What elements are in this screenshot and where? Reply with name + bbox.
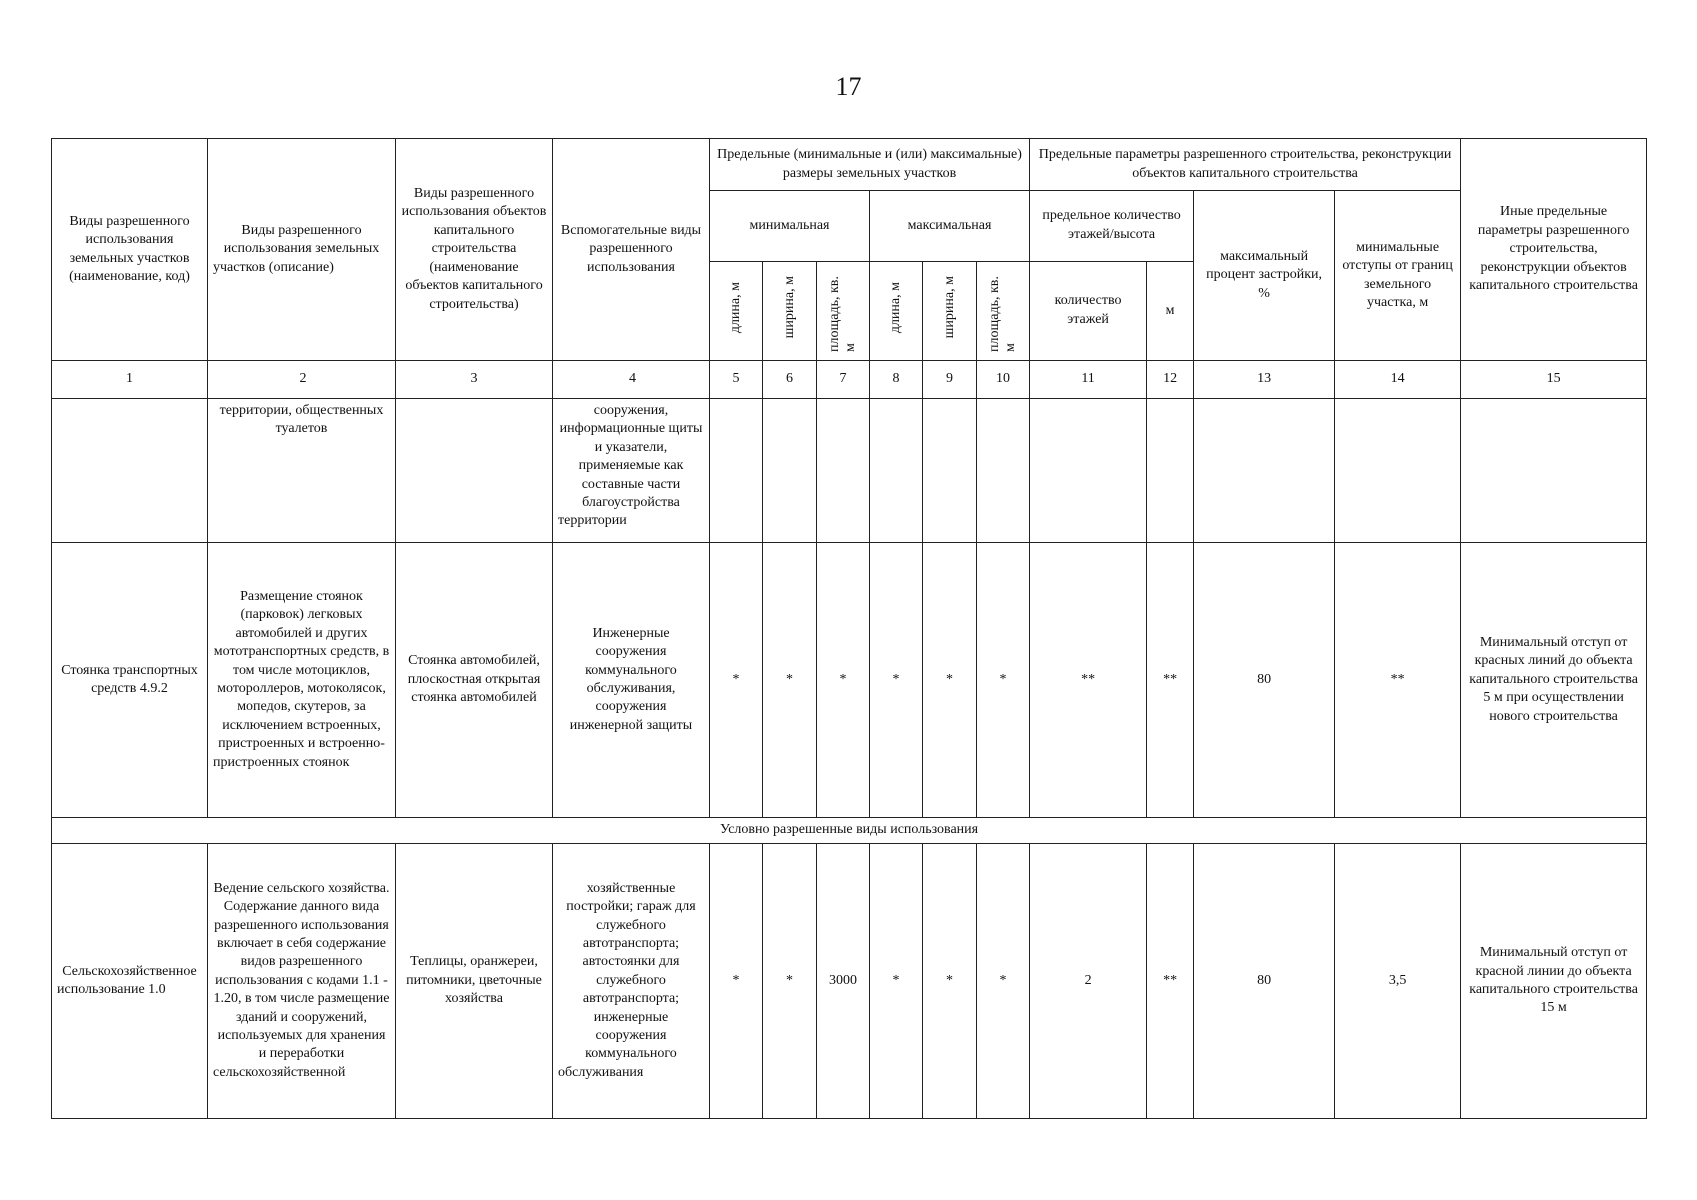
col-number: 6 [763, 361, 817, 399]
header-capital-construction-use: Виды разрешенного использования объектов капитального строительства (наименование объектов капитального строительства) [396, 139, 553, 361]
col-number: 8 [870, 361, 923, 399]
cell-max-width: * [923, 543, 977, 818]
cell-setbacks: ** [1335, 543, 1461, 818]
column-numbers-row [52, 361, 1647, 399]
cell-height: ** [1147, 844, 1194, 1119]
header-min-length: длина, м [710, 261, 763, 360]
cell-empty [763, 399, 817, 543]
header-land-use-description: Виды разрешенного использования земельных участков (описание) [208, 139, 396, 361]
cell-empty [710, 399, 763, 543]
cell-min-width: * [763, 844, 817, 1119]
cell-min-length: * [710, 844, 763, 1119]
cell-max-length: * [870, 543, 923, 818]
cell-empty [396, 399, 553, 543]
cell-max-width: * [923, 844, 977, 1119]
cell-empty [923, 399, 977, 543]
header-height-m: м [1147, 261, 1194, 360]
cell-empty [52, 399, 208, 543]
cell-empty [1030, 399, 1147, 543]
cell-min-length: * [710, 543, 763, 818]
cell-land-use-name: Сельскохозяйственное использование 1.0 [52, 844, 208, 1119]
cell-capital-construction: Стоянка автомобилей, плоскостная открытая стоянка автомобилей [396, 543, 553, 818]
header-max-width: ширина, м [923, 261, 977, 360]
header-floors-height: предельное количество этажей/высота [1030, 191, 1194, 262]
table-row-parking [52, 543, 1647, 818]
cell-empty [1335, 399, 1461, 543]
header-min-width: ширина, м [763, 261, 817, 360]
header-row-1 [52, 139, 1647, 191]
header-land-use-name: Виды разрешенного использования земельных участков (наименование, код) [52, 139, 208, 361]
header-other-limits: Иные предельные параметры разрешенного строительства, реконструкции объектов капитального строительства [1461, 139, 1647, 361]
col-number: 12 [1147, 361, 1194, 399]
header-construction-limits: Предельные параметры разрешенного строительства, реконструкции объектов капитального строительства [1030, 139, 1461, 191]
cell-capital-construction: Теплицы, оранжереи, питомники, цветочные хозяйства [396, 844, 553, 1119]
header-minimum: минимальная [710, 191, 870, 262]
header-min-setbacks: минимальные отступы от границ земельного участка, м [1335, 191, 1461, 361]
header-max-length: длина, м [870, 261, 923, 360]
header-floors-count: количество этажей [1030, 261, 1147, 360]
col-number: 7 [817, 361, 870, 399]
cell-auxiliary-use: хозяйственные постройки; гараж для служебного автотранспорта; автостоянки для служебного автотранспорта; инженерные сооружения коммунального обслуживания [553, 844, 710, 1119]
land-use-table [51, 138, 1647, 1119]
cell-setbacks: 3,5 [1335, 844, 1461, 1119]
cell-empty [1461, 399, 1647, 543]
col-number: 3 [396, 361, 553, 399]
section-title-conditional: Условно разрешенные виды использования [52, 818, 1647, 844]
section-row [52, 818, 1647, 844]
cell-description: Ведение сельского хозяйства. Содержание данного вида разрешенного использования включает в себя содержание видов разрешенного использования с кодами 1.1 - 1.20, в том числе размещение зданий и сооружений, используемых для хранения и переработки сельскохозяйственной [208, 844, 396, 1119]
table-row-agricultural [52, 844, 1647, 1119]
cell-min-area: 3000 [817, 844, 870, 1119]
cell-other-limits: Минимальный отступ от красных линий до объекта капитального строительства 5 м при осуществлении нового строительства [1461, 543, 1647, 818]
page-number: 17 [835, 72, 862, 101]
header-min-area: площадь, кв. м [817, 261, 870, 360]
header-max-area: площадь, кв. м [977, 261, 1030, 360]
cell-empty [1147, 399, 1194, 543]
cell-empty [977, 399, 1030, 543]
col-number: 5 [710, 361, 763, 399]
cell-max-area: * [977, 543, 1030, 818]
header-maximum: максимальная [870, 191, 1030, 262]
cell-min-width: * [763, 543, 817, 818]
header-max-build-percent: максимальный процент застройки, % [1194, 191, 1335, 361]
cell-max-percent: 80 [1194, 543, 1335, 818]
cell-description: Размещение стоянок (парковок) легковых автомобилей и других мототранспортных средств, в том числе мотоциклов, мотороллеров, мотоколясок, мопедов, скутеров, за исключением встроенных, пристроенных и встроенно-пристроенных стоянок [208, 543, 396, 818]
cell-floors: ** [1030, 543, 1147, 818]
cell-max-percent: 80 [1194, 844, 1335, 1119]
col-number: 4 [553, 361, 710, 399]
col-number: 10 [977, 361, 1030, 399]
col-number: 9 [923, 361, 977, 399]
table-row-continued [52, 399, 1647, 543]
cell-min-area: * [817, 543, 870, 818]
cell-height: ** [1147, 543, 1194, 818]
col-number: 13 [1194, 361, 1335, 399]
col-number: 15 [1461, 361, 1647, 399]
header-auxiliary-use: Вспомогательные виды разрешенного использования [553, 139, 710, 361]
cell-land-use-name: Стоянка транспортных средств 4.9.2 [52, 543, 208, 818]
col-number: 1 [52, 361, 208, 399]
cell-empty [817, 399, 870, 543]
cell-floors: 2 [1030, 844, 1147, 1119]
cell-max-length: * [870, 844, 923, 1119]
cell-description: территории, общественных туалетов [208, 399, 396, 543]
cell-empty [1194, 399, 1335, 543]
cell-other-limits: Минимальный отступ от красной линии до объекта капитального строительства 15 м [1461, 844, 1647, 1119]
cell-auxiliary-use: сооружения, информационные щиты и указатели, применяемые как составные части благоустройства территории [553, 399, 710, 543]
cell-auxiliary-use: Инженерные сооружения коммунального обслуживания, сооружения инженерной защиты [553, 543, 710, 818]
col-number: 14 [1335, 361, 1461, 399]
col-number: 2 [208, 361, 396, 399]
cell-empty [870, 399, 923, 543]
cell-max-area: * [977, 844, 1030, 1119]
header-plot-size-limits: Предельные (минимальные и (или) максимальные) размеры земельных участков [710, 139, 1030, 191]
col-number: 11 [1030, 361, 1147, 399]
